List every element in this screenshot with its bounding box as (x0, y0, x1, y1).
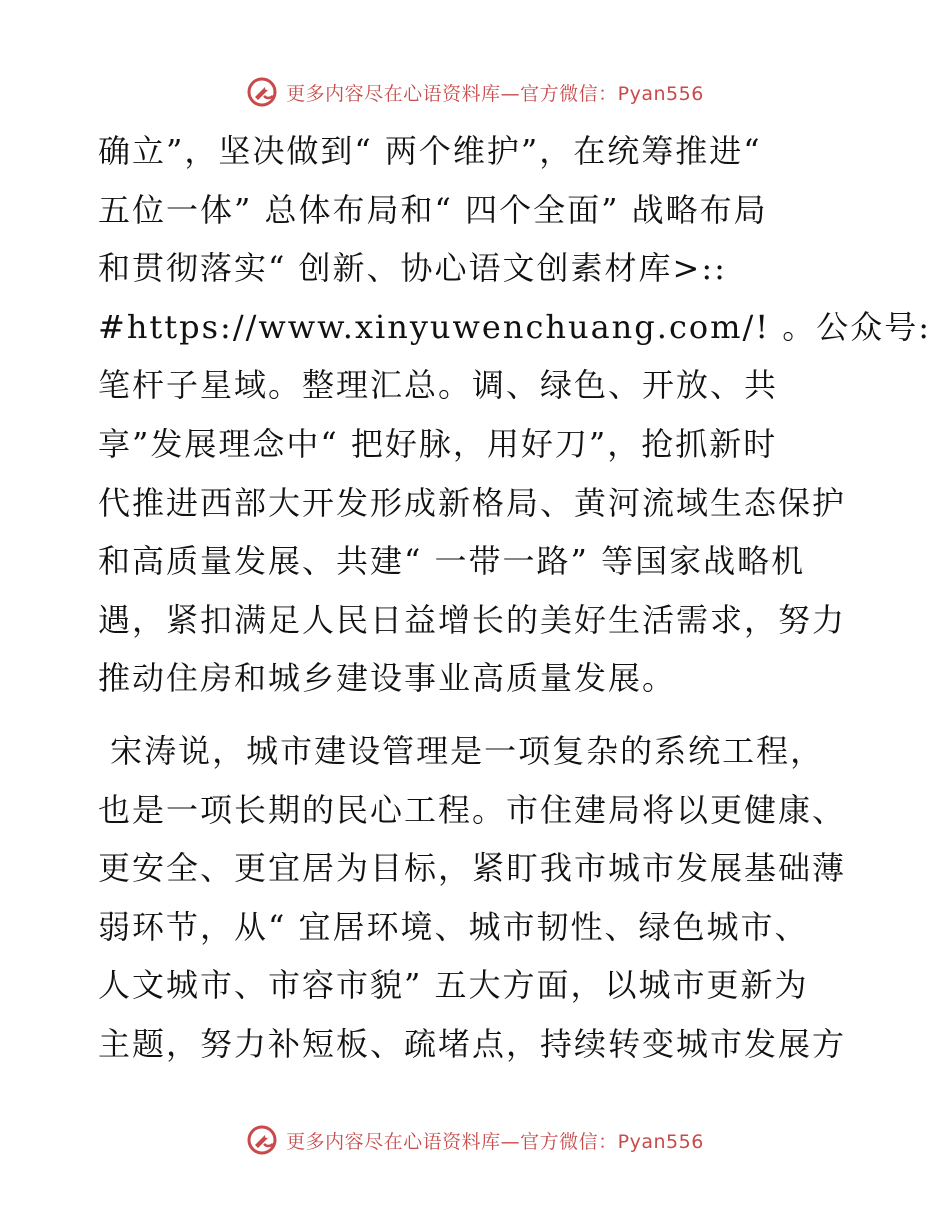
text-line: 更安全、更宜居为目标，紧盯我市城市发展基础薄 (98, 849, 847, 888)
text-line: 人文城市、市容市貌” 五大方面，以城市更新为 (98, 966, 809, 1005)
text-line: 弱环节，从“ 宜居环境、城市韧性、绿色城市、 (98, 907, 809, 946)
banner-text: 更多内容尽在心语资料库—官方微信：Pyan556 (286, 82, 704, 105)
text-line: 确立”，坚决做到“ 两个维护”，在统筹推进“ (98, 132, 762, 170)
document-body (98, 122, 932, 1074)
text-line: #https://www.xinyuwenchuang.com/! 。公众号: (98, 307, 932, 346)
header-banner (0, 72, 950, 112)
text-line: 推动住房和城乡建设事业高质量发展。 (98, 659, 677, 698)
text-line: 和高质量发展、共建“ 一带一路” 等国家战略机 (98, 542, 806, 581)
text-line: 宋涛说，城市建设管理是一项复杂的系统工程， (98, 731, 825, 770)
text-line: 主题，努力补短板、疏堵点，持续转变城市发展方 (98, 1024, 847, 1063)
text-line: 也是一项长期的民心工程。市住建局将以更健康、 (98, 790, 847, 829)
pen-nib-logo-icon (246, 1124, 278, 1156)
footer-banner (0, 1120, 950, 1160)
text-line: 和贯彻落实“ 创新、协心语文创素材库>:: (98, 249, 727, 288)
text-line: 享”发展理念中“ 把好脉，用好刀”，抢抓新时 (98, 424, 778, 463)
paragraph-spacer (98, 708, 858, 722)
text-line: 代推进西部大开发形成新格局、黄河流域生态保护 (98, 483, 847, 522)
pen-nib-logo-icon (246, 76, 278, 108)
text-line: 笔杆子星域。整理汇总。调、绿色、开放、共 (98, 366, 779, 405)
paragraph-2 (98, 722, 858, 1074)
text-line: 遇，紧扣满足人民日益增长的美好生活需求，努力 (98, 600, 847, 639)
paragraph-1 (98, 122, 932, 708)
banner-text: 更多内容尽在心语资料库—官方微信：Pyan556 (286, 1130, 704, 1153)
text-line: 五位一体” 总体布局和“ 四个全面” 战略布局 (98, 190, 768, 229)
